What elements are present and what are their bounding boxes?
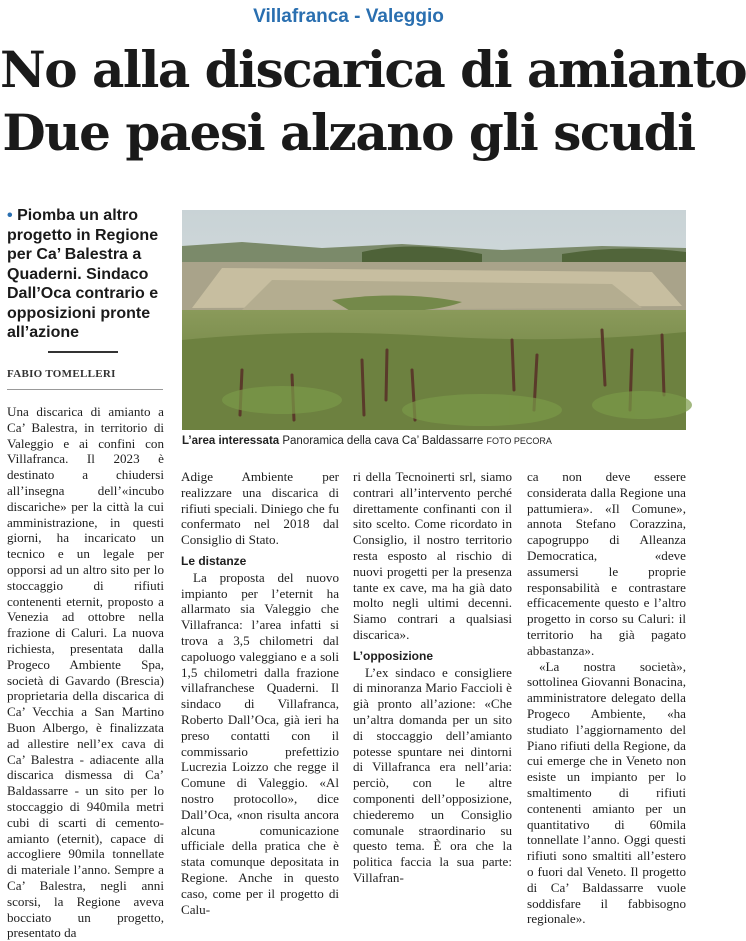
article-paragraph: ca non deve essere considerata dalla Regione una pattumiera». «Il Comune», annota Stefano Corazzina, capogruppo di Alleanza Democratica, «deve assumersi le proprie responsabilità e contrastare efficacemente questo e l’altro progetto in corso su Caluri: il territorio ha già pagato abbastanza». [527, 469, 686, 658]
photo-credit: FOTO PECORA [486, 436, 552, 446]
divider [7, 389, 163, 390]
landscape-photo [182, 210, 686, 430]
article-column-3 [353, 469, 512, 886]
caption-text: Panoramica della cava Ca’ Baldassarre [279, 435, 487, 447]
caption-label: L’area interessata [182, 435, 280, 447]
summary-text: Piomba un altro progetto in Regione per Ca’ Balestra a Quaderni. Sindaco Dall’Oca contrario e opposizioni pronte all’azione [7, 207, 159, 341]
article-paragraph: La proposta del nuovo impianto per l’eternit ha allarmato sia Valeggio che Villafranca: l’area infatti si trova a 3,5 chilometri dal capoluogo valeggiano e a soli 1,5 chilometri dalla frazione villafranchese Quaderni. Il sindaco di Villafranca, Roberto Dall’Oca, già ieri ha preso contatti con il commissario prefettizio Lucrezia Loizzo che regge il Comune di Valeggio. «Al nostro protocollo», dice Dall’Oca, «non risulta ancora alcuna comunicazione ufficiale della pratica che è stata comunque depositata in Regione. Anche in questo caso, come per il progetto di Calu- [181, 569, 339, 917]
photo-caption [182, 435, 686, 447]
headline-line-2: Due paesi alzano gli scudi [2, 103, 695, 162]
article-column-1 [7, 404, 164, 941]
byline: FABIO TOMELLERI [7, 368, 116, 380]
summary-box [7, 206, 163, 343]
subheading: Le distanze [181, 553, 247, 568]
article-paragraph: Adige Ambiente per realizzare una discarica di rifiuti speciali. Diniego che fu confermato nel 2018 dal Consiglio di Stato. [181, 469, 339, 548]
article-paragraph: «La nostra società», sottolinea Giovanni Bonacina, amministratore delegato della Progeco Ambiente, «ha studiato l’aggiornamento del Piano rifiuti della Regione, da cui emerge che in Veneto non esiste un impianto per lo smaltimento di rifiuti contenenti amianto per un quantitativo di 60mila tonnellate l’anno. Oggi questi rifiuti sono smaltiti all’estero o fuori dal Veneto. Il progetto di Ca’ Baldassarre vuole soddisfare il fabbisogno regionale». [527, 658, 686, 927]
article-paragraph: Una discarica di amianto a Ca’ Balestra, in territorio di Valeggio e ai confini con Villafranca. Il 2023 è destinato a chiudersi all’insegna dell’«incubo discariche» per la città la cui amministrazione, in questi giorni, ha incaricato un tecnico e un legale per opporsi ad un altro sito per lo stoccaggio di rifiuti contenenti eternit, proposto a Venezia ad ottobre nella frazione di Caluri. La nuova richiesta, presentata dalla Progeco Ambiente Spa, società di Gavardo (Brescia) proprietaria della discarica di Ca’ Vecchia a San Martino Buon Albergo, è finalizzata ad allestire nell’ex cava di Ca’ Balestra - adiacente alla discarica dismessa di Ca’ Baldassarre - un sito per lo stoccaggio di 940mila metri cubi di scarti di cemento-amianto (eternit), capace di accogliere 90mila tonnellate di materiale l’anno. Sempre a Ca’ Balestra, negli anni scorsi, la Regione aveva bocciato un progetto, presentato da [7, 404, 164, 941]
subheading: L’opposizione [353, 648, 433, 663]
headline-line-1: No alla discarica di amianto [0, 40, 746, 99]
article-column-4 [527, 469, 686, 927]
article-paragraph: ri della Tecnoinerti srl, siamo contrari all’intervento perché direttamente confinanti con il sito scelto. Come ricordato in Consiglio, il nostro territorio resta esposto al rischio di nuovi progetti per la presenza tante ex cave, ma ha già dato molto negli ultimi decenni. Siamo contrari a qualsiasi discarica». [353, 469, 512, 642]
divider [48, 351, 118, 353]
section-kicker: Villafranca - Valeggio [253, 6, 444, 27]
bullet-icon: • [7, 207, 13, 224]
article-column-2 [181, 469, 339, 917]
article-paragraph: L’ex sindaco e consigliere di minoranza Mario Faccioli è già pronto all’azione: «Che un’altra domanda per un sito di stoccaggio dell’amianto potesse spuntare nei dintorni di Villafranca era nell’aria: perciò, con le altre componenti dell’opposizione, chiederemo un Consiglio comunale straordinario su questo tema. È ora che la politica faccia la sua parte: Villafran- [353, 664, 512, 885]
